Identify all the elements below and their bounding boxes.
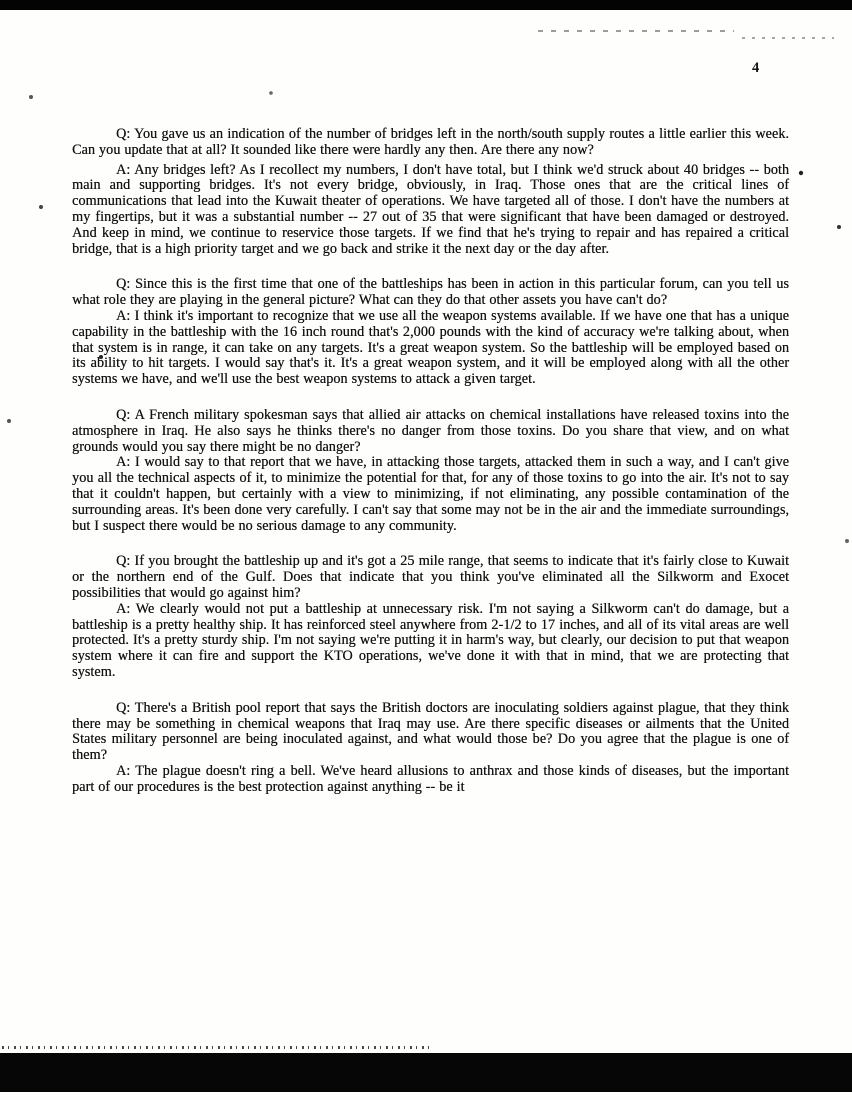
scan-artifact-top-bar xyxy=(0,0,852,10)
document-body xyxy=(72,127,789,815)
answer-paragraph: A: I would say to that report that we have, in attacking those targets, attacked them in such a way, and I can't give you all the technical aspects of it, to minimize the potential for that, for any of those toxins to go into the air. It's not to say that it couldn't happen, but certainly with a view to minimizing, if not eliminating, any possible contamination of the surrounding areas. It's been done very carefully. I can't say that some may not be in the air and the immediate surroundings, but I suspect there would be no serious damage to any community. xyxy=(72,454,789,534)
page-number: 4 xyxy=(752,60,760,76)
answer-paragraph: A: The plague doesn't ring a bell. We've heard allusions to anthrax and those kinds of diseases, but the important part of our procedures is the best protection against anything -- be it xyxy=(72,762,789,795)
question-paragraph: Q: You gave us an indication of the number of bridges left in the north/south supply routes a little earlier this week. Can you update that at all? It sounded like there were hardly any then. Are there any now? xyxy=(72,126,789,158)
question-paragraph: Q: A French military spokesman says that allied air attacks on chemical installations have released toxins into the atmosphere in Iraq. He also says he thinks there's no danger from those toxins. Do you share that view, and on what grounds would you say there might be no danger? xyxy=(72,406,789,455)
qa-group-inoculations xyxy=(72,701,789,796)
answer-paragraph: A: Any bridges left? As I recollect my numbers, I don't have total, but I think we'd struck about 40 bridges -- both main and supporting bridges. It's not every bridge, obviously, in Iraq. Those ones that are the critical lines of communications that lead into the Kuwait theater of operations. We have targeted all of those. I don't have the numbers at my fingertips, but it was a substantial number -- 27 out of 35 that were significant that have been damaged or destroyed. And keep in mind, we continue to reservice those targets. If we find that he's trying to repair and has repaired a critical bridge, that is a high priority target and we go back and strike it the next day or the day after. xyxy=(72,161,789,257)
qa-group-chemical-toxins xyxy=(72,408,789,534)
question-paragraph: Q: If you brought the battleship up and it's got a 25 mile range, that seems to indicate that it's fairly close to Kuwait or the northern end of the Gulf. Does that indicate that you think you've eliminated all the Silkworm and Exocet possibilities that would go against him? xyxy=(72,553,789,601)
scan-artifact-noise-line xyxy=(2,1046,432,1049)
answer-paragraph: A: We clearly would not put a battleship at unnecessary risk. I'm not saying a Silkworm can't do damage, but a battleship is a pretty healthy ship. It has reinforced steel anywhere from 2-1/2 to 17 inches, and all of its vital areas are well protected. It's a pretty sturdy ship. I'm not saying we're putting it in harm's way, but clearly, our decision to put that weapon system where it can fire and support the KTO operations, we've done it with that in mind, that we are protecting that system. xyxy=(72,600,789,680)
scan-artifact-specks xyxy=(0,0,2,2)
answer-paragraph: A: I think it's important to recognize that we use all the weapon systems available. If we have one that has a unique capability in the battleship with the 16 inch round that's 2,000 pounds with the kind of accuracy we're talking about, when that system is in range, it can take on any targets. It's a great weapon system. So the battleship will be employed based on its ability to hit targets. I would say that's it. It's a great weapon system, and it will be employed along with all the other systems we have, and we'll use the best weapon systems to attack a given target. xyxy=(72,307,789,388)
scan-artifact-dots xyxy=(742,37,834,39)
scan-artifact-bottom-bar xyxy=(0,1053,852,1092)
qa-group-bridges xyxy=(72,127,789,257)
question-paragraph: Q: Since this is the first time that one of the battleships has been in action in this particular forum, can you tell us what role they are playing in the general picture? What can they do that other assets you have can't do? xyxy=(72,276,789,309)
qa-group-battleship-risk xyxy=(72,554,789,680)
scan-artifact-dashes xyxy=(538,30,734,32)
qa-group-battleship-role xyxy=(72,277,789,388)
question-paragraph: Q: There's a British pool report that says the British doctors are inoculating soldiers against plague, that they think there may be something in chemical weapons that Iraq may use. Are there specific diseases or ailments that the United States military personnel are being inoculated against, and what would those be? Do you agree that the plague is one of them? xyxy=(72,699,789,764)
